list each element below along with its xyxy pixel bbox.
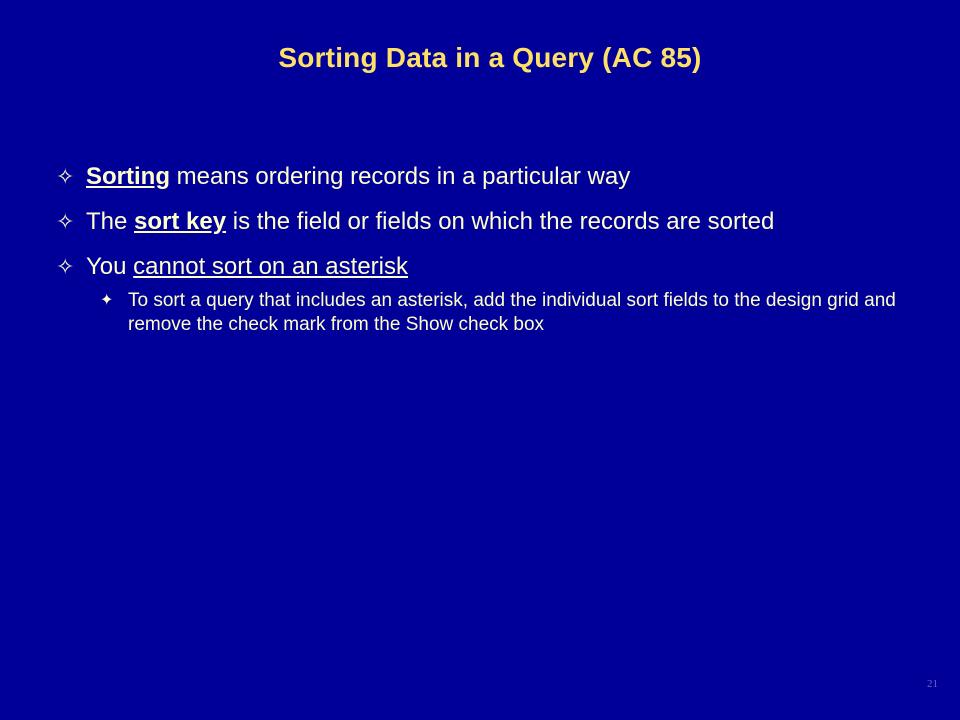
bullet-item: [56, 160, 926, 193]
solid-four-point-star-icon: ✦: [100, 292, 114, 309]
page-number: 21: [927, 678, 938, 690]
bullet-prefix: The: [86, 208, 135, 235]
underlined-phrase: cannot sort on an asterisk: [133, 253, 408, 280]
sub-bullet-text: To sort a query that includes an asterisk, add the individual sort fields to the design grid and remove the check mark from the Show check box: [128, 290, 896, 335]
term-sort-key: sort key: [134, 208, 227, 235]
slide-title: Sorting Data in a Query (AC 85): [278, 42, 702, 73]
sub-bullet-item: [100, 289, 926, 337]
bullet-prefix: You: [86, 253, 134, 280]
bullet-list: [56, 160, 926, 337]
bullet-text: means ordering records in a particular way: [170, 163, 631, 190]
hollow-four-point-star-icon: ✧: [56, 254, 75, 279]
bullet-item: [56, 250, 926, 283]
hollow-four-point-star-icon: ✧: [56, 209, 75, 234]
bullet-text: is the field or fields on which the records are sorted: [226, 208, 775, 235]
bullet-item: [56, 205, 926, 238]
hollow-four-point-star-icon: ✧: [56, 164, 75, 189]
term-sorting: Sorting: [86, 163, 170, 190]
